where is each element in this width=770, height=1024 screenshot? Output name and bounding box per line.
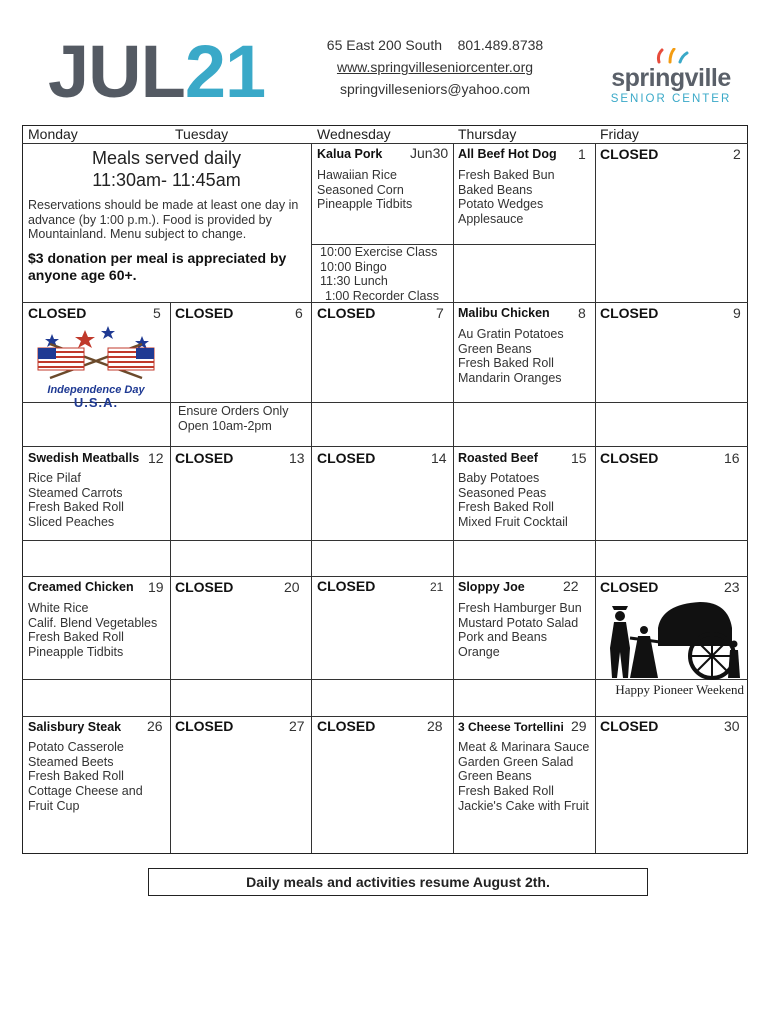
meals-line-2: 11:30am- 11:45am — [92, 170, 241, 190]
week5-tue-closed: CLOSED — [175, 718, 234, 734]
pioneer-handcart-icon — [600, 598, 744, 680]
week2-thu-dish: Malibu Chicken — [458, 306, 550, 320]
week3-mon-sides: Rice Pilaf Steamed Carrots Fresh Baked Roll Sliced Peaches — [28, 471, 124, 530]
week1-fri-closed: CLOSED — [600, 146, 659, 162]
logo-sparks-icon — [651, 48, 691, 64]
week2-mon-closed: CLOSED — [28, 305, 87, 321]
week3-thu-date: 15 — [571, 450, 587, 466]
week2-fri-date: 9 — [733, 305, 741, 321]
week5-mon-date: 26 — [147, 718, 163, 734]
email-link[interactable]: springvilleseniors@yahoo.com — [339, 81, 531, 97]
grid-line — [22, 540, 748, 541]
website-link[interactable]: www.springvilleseniorcenter.org — [336, 59, 534, 75]
week4-mon-dish: Creamed Chicken — [28, 580, 134, 594]
usa-caption: U.S.A. — [73, 395, 119, 410]
week2-tue-date: 6 — [295, 305, 303, 321]
week3-tue-closed: CLOSED — [175, 450, 234, 466]
grid-line — [22, 716, 748, 717]
week3-fri-date: 16 — [724, 450, 740, 466]
grid-line — [22, 143, 748, 144]
week4-thu-date: 22 — [563, 578, 579, 594]
meals-served-info — [22, 147, 311, 191]
week4-mon-sides: White Rice Calif. Blend Vegetables Fresh Baked Roll Pineapple Tidbits — [28, 601, 158, 660]
week1-wed-date: Jun30 — [410, 145, 449, 161]
week1-thu-sides: Fresh Baked Bun Baked Beans Potato Wedges Applesauce — [458, 168, 555, 227]
grid-line — [595, 143, 596, 853]
day-header-tuesday: Tuesday — [175, 126, 229, 142]
logo-subtitle: SENIOR CENTER — [610, 93, 732, 105]
week1-wed-sides: Hawaiian Rice Seasoned Corn Pineapple Tidbits — [317, 168, 413, 212]
phone: 801.489.8738 — [457, 37, 544, 53]
week1-wed-dish: Kalua Pork — [317, 147, 383, 161]
week2-wed-closed: CLOSED — [317, 305, 376, 321]
month-year: 21 — [184, 30, 266, 113]
week2-fri-closed: CLOSED — [600, 305, 659, 321]
pioneer-weekend-caption: Happy Pioneer Weekend — [615, 682, 744, 697]
pioneer-handcart-image — [600, 598, 744, 680]
week3-wed-date: 14 — [431, 450, 447, 466]
week2-tue-note: Ensure Orders Only Open 10am-2pm — [178, 404, 289, 433]
day-header-monday: Monday — [28, 126, 78, 142]
week4-wed-closed: CLOSED — [317, 578, 376, 594]
week1-fri-date: 2 — [733, 146, 741, 162]
week5-wed-date: 28 — [427, 718, 443, 734]
week2-thu-date: 8 — [578, 305, 586, 321]
week5-thu-sides: Meat & Marinara Sauce Garden Green Salad Green Beans Fresh Baked Roll Jackie's Cake with Fruit — [458, 740, 590, 813]
day-header-friday: Friday — [600, 126, 639, 142]
contact-block — [300, 34, 570, 100]
week2-mon-date: 5 — [153, 305, 161, 321]
week5-wed-closed: CLOSED — [317, 718, 376, 734]
month-title — [48, 32, 265, 112]
grid-line — [453, 143, 454, 853]
week5-fri-closed: CLOSED — [600, 718, 659, 734]
week2-thu-sides: Au Gratin Potatoes Green Beans Fresh Baked Roll Mandarin Oranges — [458, 327, 564, 386]
day-header-wednesday: Wednesday — [317, 126, 391, 142]
week2-tue-closed: CLOSED — [175, 305, 234, 321]
week2-wed-date: 7 — [436, 305, 444, 321]
week1-wed-activities: 10:00 Exercise Class 10:00 Bingo 11:30 Lunch 1:00 Recorder Class — [320, 245, 439, 304]
week5-mon-dish: Salisbury Steak — [28, 720, 122, 734]
grid-line — [311, 143, 312, 853]
day-header-thursday: Thursday — [458, 126, 517, 142]
week5-fri-date: 30 — [724, 718, 740, 734]
address: 65 East 200 South — [326, 37, 442, 53]
grid-line — [170, 302, 171, 853]
grid-line — [22, 576, 748, 577]
independence-day-caption: Independence Day — [47, 384, 145, 396]
month-name: JUL — [48, 30, 185, 113]
week3-fri-closed: CLOSED — [600, 450, 659, 466]
grid-line — [22, 446, 748, 447]
week1-thu-date: 1 — [578, 146, 586, 162]
logo-name: springville — [611, 64, 731, 92]
week5-tue-date: 27 — [289, 718, 305, 734]
week4-thu-sides: Fresh Hamburger Bun Mustard Potato Salad Pork and Beans Orange — [458, 601, 582, 660]
crossed-flags-icon — [30, 322, 162, 380]
week3-thu-sides: Baby Potatoes Seasoned Peas Fresh Baked Roll Mixed Fruit Cocktail — [458, 471, 568, 530]
week3-mon-dish: Swedish Meatballs — [28, 451, 140, 465]
week5-thu-dish: 3 Cheese Tortellini — [458, 720, 564, 734]
week3-thu-dish: Roasted Beef — [458, 451, 538, 465]
independence-day-image — [30, 322, 162, 410]
week4-fri-closed: CLOSED — [600, 579, 659, 595]
logo — [606, 48, 736, 106]
week5-thu-date: 29 — [571, 718, 587, 734]
meals-line-1: Meals served daily — [91, 148, 242, 168]
week3-mon-date: 12 — [148, 450, 164, 466]
week3-wed-closed: CLOSED — [317, 450, 376, 466]
week4-fri-date: 23 — [724, 579, 740, 595]
week3-tue-date: 13 — [289, 450, 305, 466]
footer-note: Daily meals and activities resume August 2th. — [148, 868, 648, 896]
week4-tue-closed: CLOSED — [175, 579, 234, 595]
week4-tue-date: 20 — [284, 579, 300, 595]
week4-thu-dish: Sloppy Joe — [458, 580, 525, 594]
week4-wed-date: 21 — [430, 580, 444, 594]
week5-mon-sides: Potato Casserole Steamed Beets Fresh Baked Roll Cottage Cheese and Fruit Cup — [28, 740, 143, 813]
reservation-info: Reservations should be made at least one day in advance (by 1:00 p.m.). Food is provided by Mountainland. Menu subject to change. — [28, 198, 299, 242]
week1-thu-dish: All Beef Hot Dog — [458, 147, 557, 161]
donation-info: $3 donation per meal is appreciated by anyone age 60+. — [28, 250, 287, 283]
week4-mon-date: 19 — [148, 579, 164, 595]
